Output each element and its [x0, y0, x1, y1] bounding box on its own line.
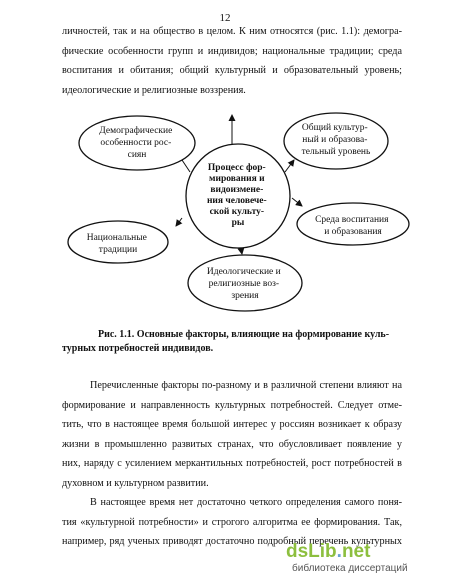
text-line: тия «культурной потребности» и строгого алгоритма ее формирования. Так,	[62, 516, 402, 528]
text-line: воспитания и обитания; общий культурный и образовательный уровень;	[62, 65, 402, 76]
node-demographic-label: Демографические особенности рос- сиян	[99, 126, 173, 160]
arrow-environment	[292, 198, 302, 206]
arrow-cultural-level	[285, 160, 294, 172]
node-cultural-level-label: Общий культур- ный и образова- тельный уровень	[301, 123, 371, 157]
text-line: них, наряду с усилением меркантильных потребностей, рост потребностей в	[62, 458, 402, 469]
caption-line: Рис. 1.1. Основные факторы, влияющие на формирование куль-	[98, 329, 390, 340]
body-paragraph-1	[62, 376, 402, 493]
node-center-label: Процесс фор- мирования и видоизмене- ния человече- ской культу- ры	[206, 163, 267, 228]
dslib-watermark	[286, 541, 436, 575]
caption-line: турных потребностей индивидов.	[62, 343, 214, 354]
text-line: идеологические и религиозные воззрения.	[62, 84, 246, 96]
text-line: В настоящее время нет достаточно четкого определения самого поня-	[90, 497, 402, 508]
connector-demographic	[182, 160, 190, 172]
text-line: тить, что в настоящее время большой интерес у россиян возникает к образу	[62, 419, 402, 430]
watermark-logo: dsLib.net	[286, 541, 371, 562]
node-national-label: Национальные традиции	[86, 233, 147, 255]
text-line: формирование и направленность культурных потребностей. Следует отме-	[62, 399, 402, 411]
node-environment-label: Среда воспитания и образования	[315, 215, 389, 237]
text-line: личностей, так и на общество в целом. К ним относятся (рис. 1.1): демогра-	[62, 26, 402, 37]
figure-caption	[62, 328, 402, 356]
arrow-national	[176, 218, 182, 226]
node-ideological-label: Идеологические и религиозные воз- зрения	[206, 267, 281, 301]
text-line: жизни в промышленно развитых странах, что обусловливает появление у	[62, 438, 402, 450]
text-line: фические особенности групп и индивидов; национальные традиции; среда	[62, 45, 402, 57]
watermark-subtitle: библиотека диссертаций	[292, 563, 408, 574]
text-line: например, ряд ученых приводят достаточно подробный перечень культурных	[62, 536, 402, 547]
text-line: Перечисленные факторы по-разному и в различной степени влияют на	[90, 380, 402, 391]
page-number: 12	[219, 12, 231, 24]
text-line: духовном и культурном развитии.	[62, 477, 209, 489]
